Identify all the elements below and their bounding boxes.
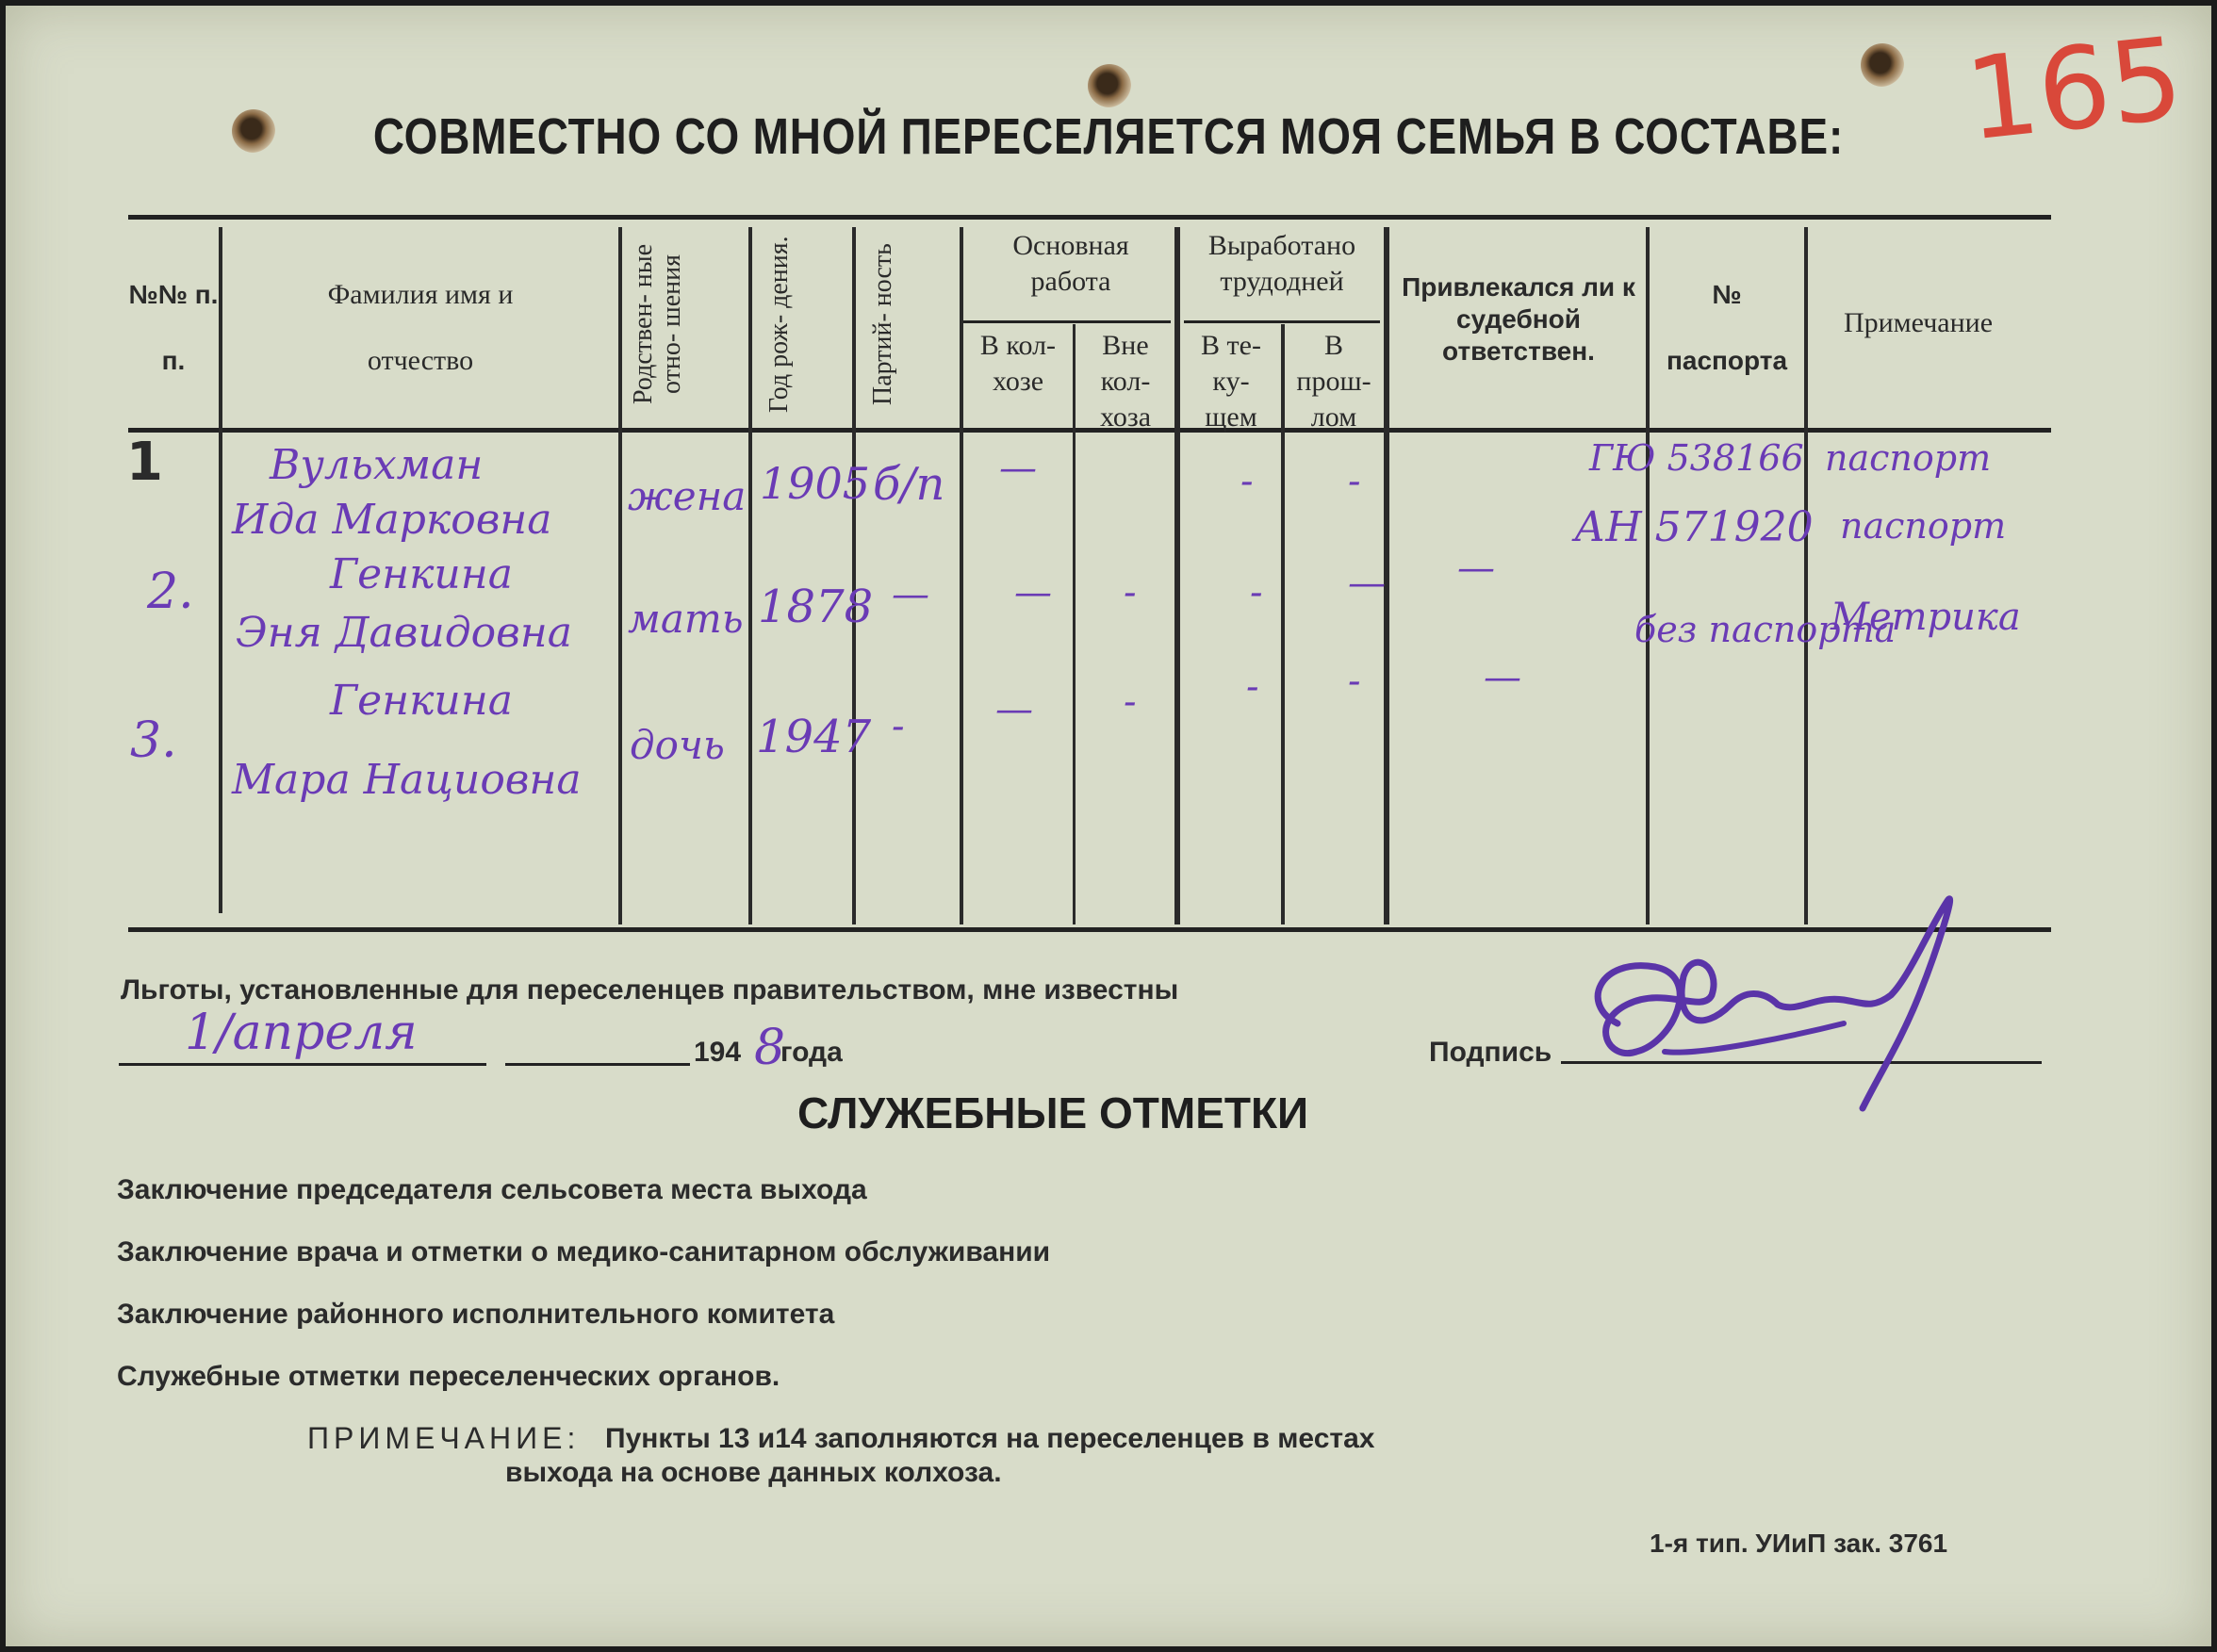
header-current: В те- ку- щем (1201, 330, 1261, 433)
table-top-border (128, 215, 2051, 220)
header-main-work: Основная работа (1012, 230, 1129, 297)
header-party: Партий- ность (868, 243, 897, 405)
col-divider-2 (618, 227, 622, 924)
header-passport-no: № паспорта (1666, 280, 1788, 375)
row-2-outside: - (1124, 571, 1137, 614)
header-birth-year: Год рож- дения. (764, 236, 794, 413)
header-note: Примечание (1843, 307, 1994, 338)
form-page (6, 6, 2211, 1646)
col-divider-11 (1804, 227, 1808, 924)
row-1-past: - (1348, 460, 1361, 503)
form-title: СОВМЕСТНО СО МНОЙ ПЕРЕСЕЛЯЕТСЯ МОЯ СЕМЬЯ В СОСТАВЕ: (372, 108, 1845, 165)
official-line-4: Служебные отметки переселенческих органов. (117, 1361, 780, 1392)
note-text-1: Пункты 13 и14 заполняются на переселенцев в местах (605, 1423, 1375, 1454)
date-line-month (505, 1063, 690, 1066)
row-2-given: Эня Давидовна (236, 609, 572, 657)
row-2-party: — (892, 573, 929, 616)
header-workdays: Выработано трудодней (1207, 230, 1356, 297)
row-1-year: 1905 (760, 458, 871, 509)
punch-hole-center (1088, 64, 1131, 107)
row-1-relation: жена (628, 473, 747, 519)
header-name: Фамилия имя и отчество (327, 279, 514, 376)
row-2-num: 2. (147, 564, 194, 620)
signature (1561, 891, 2013, 1118)
signature-label: Подпись (1429, 1037, 1552, 1068)
row-3-year: 1947 (756, 711, 872, 763)
col-divider-4 (852, 227, 856, 924)
col-divider-8 (1281, 324, 1285, 924)
row-2-passport: без паспорта (1634, 609, 1897, 650)
header-in-kolkhoz: В кол- хозе (979, 330, 1057, 397)
header-relation: Родствен- ные отно- шения (629, 244, 686, 404)
row-1-surname: Вульхман (270, 441, 484, 489)
row-3-outside: - (1124, 680, 1137, 724)
header-court: Привлекался ли к судебной ответствен. (1402, 272, 1635, 366)
row-2-past: — (1348, 562, 1386, 605)
row-2-current: - (1250, 571, 1263, 614)
date-year-digit: 8 (754, 1020, 786, 1076)
row-3-party: - (892, 705, 905, 748)
date-line-day (119, 1063, 486, 1066)
official-line-1: Заключение председателя сельсовета места выхода (117, 1174, 867, 1205)
row-1-party: б/п (873, 458, 945, 511)
header-past: В прош- лом (1296, 330, 1371, 433)
row-1-passport-2: АН 571920 (1574, 503, 1814, 551)
row-3-in-kolkhoz: — (995, 688, 1033, 731)
workdays-divider (1184, 320, 1380, 323)
header-num: №№ п. п. (128, 280, 219, 375)
row-2-relation: мать (628, 596, 744, 642)
col-divider-3 (748, 227, 752, 924)
row-3-relation: дочь (630, 722, 725, 768)
archive-number: 165 (1960, 13, 2189, 167)
row-2-in-kolkhoz: — (1014, 571, 1052, 614)
printer-mark: 1-я тип. УИиП зак. 3761 (1650, 1529, 1948, 1558)
date-day-month: 1/апреля (185, 1005, 418, 1061)
row-3-past: - (1348, 660, 1361, 703)
official-line-3: Заключение районного исполнительного комитета (117, 1299, 835, 1330)
date-year-suffix: года (780, 1037, 843, 1068)
row-2-note: Метрика (1831, 596, 2021, 639)
col-divider-7 (1174, 227, 1180, 924)
row-1-passport: ГЮ 538166 (1589, 437, 1804, 479)
row-1-note-2: паспорт (1840, 505, 2007, 547)
row-1-num: 1 (126, 432, 163, 493)
row-3-num: 3. (130, 712, 177, 769)
punch-hole-right (1861, 43, 1904, 87)
col-divider-5 (960, 227, 963, 924)
col-divider-1 (219, 227, 222, 913)
row-2-year: 1878 (758, 581, 874, 633)
official-marks-title: СЛУЖЕБНЫЕ ОТМЕТКИ (797, 1088, 1309, 1137)
row-1-in-kolkhoz: — (999, 447, 1037, 490)
header-outside-kolkhoz: Вне кол- хоза (1099, 330, 1152, 433)
row-2-court: — (1457, 547, 1495, 590)
note-text-2: выхода на основе данных колхоза. (505, 1457, 1002, 1488)
note-label: ПРИМЕЧАНИЕ: (307, 1421, 581, 1455)
official-line-2: Заключение врача и отметки о медико-санитарном обслуживании (117, 1236, 1051, 1268)
benefits-text: Льготы, установленные для переселенцев правительством, мне известны (121, 974, 1179, 1006)
row-1-current: - (1240, 460, 1254, 503)
row-3-current: - (1246, 665, 1259, 709)
col-divider-6 (1073, 324, 1076, 924)
main-work-divider (963, 320, 1171, 323)
date-year-prefix: 194 (694, 1037, 742, 1068)
row-1-given: Ида Марковна (232, 496, 552, 544)
col-divider-10 (1646, 227, 1650, 924)
row-3-court: — (1484, 656, 1521, 699)
row-3-surname: Генкина (330, 677, 513, 725)
row-3-given: Мара Нациовна (232, 756, 582, 804)
row-1-note: паспорт (1825, 437, 1992, 479)
row-2-surname: Генкина (330, 550, 513, 598)
